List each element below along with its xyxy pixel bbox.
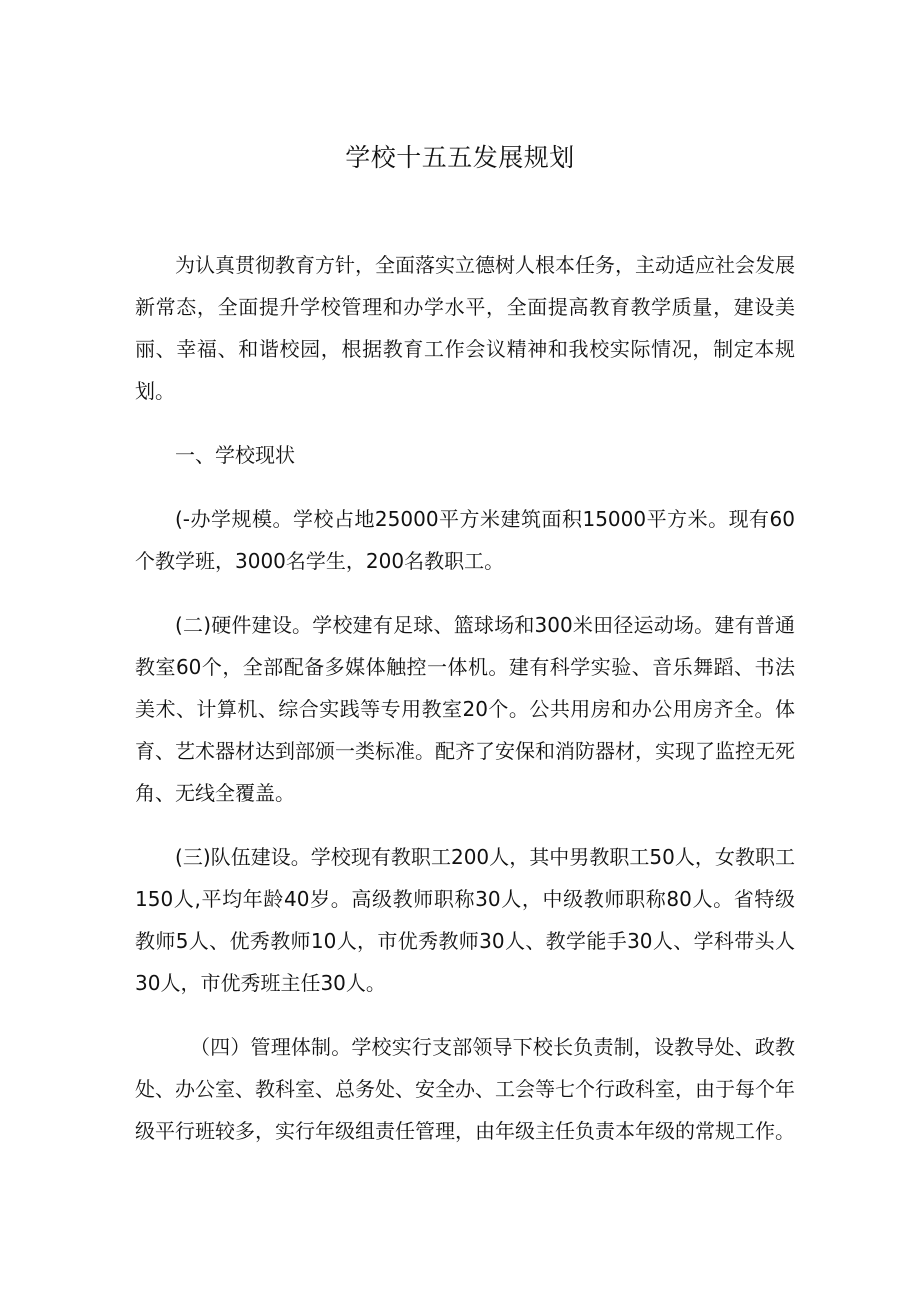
document-body — [135, 244, 795, 1152]
paragraph-school-scale: (-办学规模。学校占地25000平方米建筑面积15000平方米。现有60个教学班，3000名学生，200名教职工。 — [135, 507, 795, 573]
paragraph-management: （四）管理体制。学校实行支部领导下校长负责制，设教导处、政教处、办公室、教科室、总务处、安全办、工会等七个行政科室，由于每个年级平行班较多，实行年级组责任管理，由年级主任负责本年级的常规工作。 — [135, 1035, 795, 1143]
document-title: 学校十五五发展规划 — [345, 143, 575, 172]
paragraph-staff: (三)队伍建设。学校现有教职工200人，其中男教职工50人，女教职工150人,平均年龄40岁。高级教师职称30人，中级教师职称80人。省特级教师5人、优秀教师10人，市优秀教师30人、教学能手30人、学科带头人30人，市优秀班主任30人。 — [135, 845, 795, 995]
paragraph-hardware: (二)硬件建设。学校建有足球、篮球场和300米田径运动场。建有普通教室60个，全部配备多媒体触控一体机。建有科学实验、音乐舞蹈、书法美术、计算机、综合实践等专用教室20个。公共用房和办公用房齐全。体育、艺术器材达到部颁一类标准。配齐了安保和消防器材，实现了监控无死角、无线全覆盖。 — [135, 613, 795, 805]
section-heading-school-status: 一、学校现状 — [175, 443, 295, 467]
intro-paragraph: 为认真贯彻教育方针，全面落实立德树人根本任务，主动适应社会发展新常态，全面提升学校管理和办学水平，全面提高教育教学质量，建设美丽、幸福、和谐校园，根据教育工作会议精神和我校实际情况，制定本规划。 — [135, 253, 795, 403]
